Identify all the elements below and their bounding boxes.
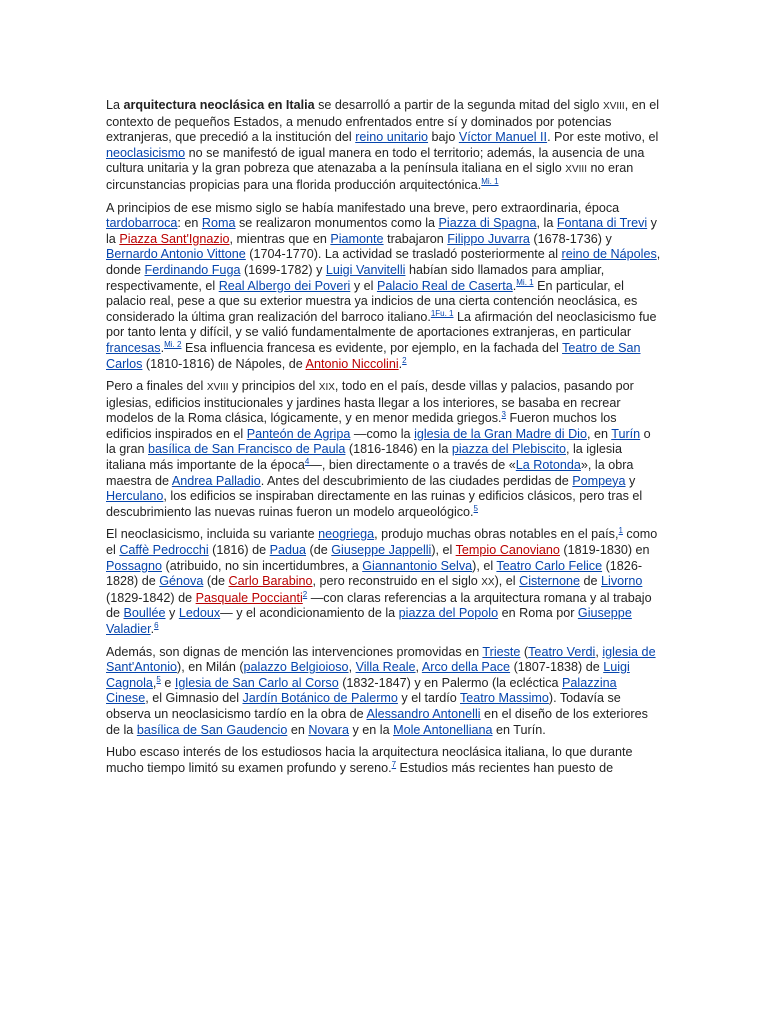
text-run: , todo en el país, desde villas y palacios, pasando por iglesias, edificios institucionales y jardines hasta llegar a los interiores, se basaba en recrear modelos de la Roma clásica, lógicamente, y en menor medida griegos.: [106, 379, 634, 426]
century-numeral: XVIII: [603, 101, 625, 112]
wiki-link[interactable]: iglesia de la Gran Madre di Dio: [414, 426, 587, 441]
wiki-link[interactable]: Novara: [308, 722, 349, 737]
wiki-link[interactable]: Cisternone: [519, 574, 581, 589]
text-run: (1819-1830) en: [559, 543, 650, 558]
wiki-link[interactable]: reino de Nápoles: [561, 247, 657, 262]
text-run: En particular, el palacio real, pese a que su exterior muestra ya indicios de una cierta contención neoclásica, es considerado la última gran realización del barroco italiano.: [106, 278, 638, 324]
reference-link[interactable]: 6: [154, 621, 159, 630]
text-run: no eran circunstancias propicias para una florida producción arquitectónica.: [106, 161, 634, 192]
text-run: , produjo muchas obras notables en el país,: [374, 527, 619, 542]
wiki-link[interactable]: Giuseppe Jappelli: [331, 543, 432, 558]
text-run: , pero reconstruido en el siglo: [312, 574, 482, 589]
wiki-link[interactable]: Jardín Botánico de Palermo: [242, 691, 398, 706]
wiki-link[interactable]: Teatro de San Carlos: [106, 340, 641, 371]
century-numeral: XVIII: [206, 382, 229, 394]
paragraph-6: [106, 745, 662, 776]
text-run: trabajaron: [383, 231, 448, 246]
wiki-link[interactable]: Filippo Juvarra: [447, 231, 530, 246]
wiki-link[interactable]: basílica de San Gaudencio: [136, 722, 288, 737]
text-run: (1704-1770). La actividad se trasladó posteriormente al: [245, 247, 562, 262]
wiki-link[interactable]: Caffè Pedrocchi: [119, 543, 209, 558]
wiki-link[interactable]: Palazzina Cinese: [106, 675, 617, 706]
paragraph-5: [106, 645, 662, 739]
reference-link[interactable]: 1: [618, 526, 623, 536]
text-run: e: [160, 675, 175, 690]
wiki-link[interactable]: piazza del Popolo: [398, 606, 499, 621]
text-run: ,: [595, 644, 603, 659]
text-run: .: [512, 278, 517, 293]
text-run: —, bien directamente o a través de «: [309, 458, 516, 473]
text-run: Además, son dignas de mención las intervenciones promovidas en: [106, 644, 483, 659]
text-run: Esa influencia francesa es evidente, por ejemplo, en la fachada del: [181, 340, 563, 355]
text-run: .: [160, 340, 165, 355]
wiki-link[interactable]: neoclasicismo: [106, 145, 186, 160]
paragraph-1: [106, 98, 662, 194]
wiki-link[interactable]: Bernardo Antonio Vittone: [106, 247, 246, 262]
wiki-link[interactable]: Villa Reale: [355, 660, 416, 675]
wiki-link[interactable]: Livorno: [601, 574, 643, 589]
text-run: , en el contexto de pequeños Estados, a menudo enfrentados entre sí y dominados por potencias extranjeras, que precedió a la institución del: [106, 98, 660, 145]
text-run: , en: [586, 426, 612, 441]
wiki-link[interactable]: La Rotonda: [515, 458, 581, 473]
text-run: . Antes del descubrimiento de las ciudades perdidas de: [260, 473, 573, 488]
wiki-link[interactable]: Teatro Massimo: [460, 691, 549, 706]
text-run: y: [625, 473, 636, 488]
text-run: », la obra maestra de: [106, 458, 634, 488]
wiki-link[interactable]: Iglesia de San Carlo al Corso: [174, 675, 339, 690]
reference-link[interactable]: 2: [302, 589, 308, 599]
red-wiki-link[interactable]: Pasquale Poccianti: [195, 590, 303, 605]
wiki-link[interactable]: Possagno: [106, 558, 163, 573]
text-run: Pero a finales del: [106, 379, 207, 394]
wiki-link[interactable]: Piazza di Spagna: [438, 216, 537, 231]
text-run: , la iglesia italiana más importante de la época: [106, 442, 622, 473]
wiki-link[interactable]: Teatro Verdi: [528, 644, 596, 659]
wiki-link[interactable]: Roma: [201, 216, 236, 231]
text-run: (1807-1838) de: [510, 660, 604, 675]
wiki-link[interactable]: neogriega: [318, 527, 375, 542]
wiki-link[interactable]: Turín: [611, 426, 641, 441]
text-run: A principios de ese mismo siglo se había manifestado una breve, pero extraordinaria, época: [106, 200, 620, 215]
wiki-link[interactable]: Luigi Cagnola: [106, 660, 630, 690]
text-run: y en la: [348, 722, 394, 737]
text-run: , los edificios se inspiraban directamente en las ruinas y edificios clásicos, pero tras el descubrimiento las nuevas ruinas fueron un modelo arqueológico.: [106, 489, 643, 519]
text-run: ), el: [472, 558, 497, 573]
text-run: (1829-1842) de: [106, 590, 196, 605]
wiki-link[interactable]: Piamonte: [330, 231, 384, 246]
wiki-link[interactable]: Real Albergo dei Poveri: [218, 278, 351, 293]
text-run: Estudios más recientes han puesto de: [396, 760, 614, 775]
wiki-link[interactable]: Ledoux: [178, 606, 221, 621]
red-wiki-link[interactable]: Antonio Niccolini: [305, 356, 399, 371]
wiki-link[interactable]: francesas: [106, 340, 161, 355]
wiki-link[interactable]: iglesia de Sant'Antonio: [106, 644, 656, 675]
text-run: (atribuido, no sin incertidumbres, a: [162, 558, 363, 573]
text-run: Hubo escaso interés de los estudiosos hacia la arquitectura neoclásica italiana, lo que durante mucho tiempo limitó su examen profundo y sereno.: [106, 745, 633, 775]
wiki-link[interactable]: Mole Antonelliana: [393, 722, 493, 737]
text-run: habían sido llamados para ampliar, respectivamente, el: [106, 262, 605, 293]
text-run: (de: [306, 543, 332, 558]
text-run: o la gran: [106, 426, 651, 457]
reference-link[interactable]: Mi. 1: [516, 277, 534, 287]
bold-term: arquitectura neoclásica en Italia: [123, 98, 315, 112]
reference-link[interactable]: Mi. 2: [164, 339, 182, 349]
text-run: (1832-1847) y en Palermo (la ecléctica: [338, 675, 563, 690]
citation-superscript: [516, 278, 533, 287]
text-run: .: [398, 356, 403, 371]
text-run: , donde: [106, 247, 661, 277]
wiki-link[interactable]: Palacio Real de Caserta: [376, 278, 513, 293]
reference-link[interactable]: Mi. 1: [481, 176, 499, 186]
text-run: ,: [152, 675, 157, 690]
text-run: (1810-1816) de Nápoles, de: [142, 356, 306, 371]
wiki-link[interactable]: Panteón de Agripa: [246, 426, 351, 441]
reference-link[interactable]: 4: [304, 457, 310, 467]
wiki-link[interactable]: Boullée: [123, 606, 166, 621]
text-run: , la: [536, 216, 557, 231]
wiki-link[interactable]: Giuseppe Valadier: [106, 606, 632, 636]
red-wiki-link[interactable]: Carlo Barabino: [228, 574, 313, 589]
red-wiki-link[interactable]: Tempio Canoviano: [455, 543, 560, 558]
text-run: La afirmación del neoclasicismo fue por tanto lenta y difícil, y se valió fundamentalmente de aportaciones extranjeras, en particular: [106, 309, 657, 340]
reference-link[interactable]: 5: [156, 674, 161, 684]
text-run: de: [580, 574, 602, 589]
text-run: La: [106, 98, 124, 112]
wiki-link[interactable]: Arco della Pace: [421, 660, 511, 675]
reference-link[interactable]: 3: [501, 410, 506, 420]
text-run: .: [150, 622, 155, 636]
citation-superscript: [474, 504, 478, 513]
wiki-link[interactable]: piazza del Plebiscito: [451, 442, 566, 457]
text-run: y la: [106, 216, 657, 246]
wiki-link[interactable]: Andrea Palladio: [171, 473, 261, 488]
text-run: —con claras referencias a la arquitectura romana y al trabajo de: [106, 590, 652, 621]
citation-superscript: [402, 356, 406, 365]
wiki-link[interactable]: Alessandro Antonelli: [366, 706, 481, 721]
wiki-link[interactable]: Fontana di Trevi: [556, 216, 648, 231]
wiki-link[interactable]: palazzo Belgioioso: [243, 660, 349, 675]
citation-superscript: [431, 309, 454, 318]
text-run: (1826-1828) de: [106, 558, 643, 589]
reference-link[interactable]: 5: [473, 503, 478, 513]
text-run: como el: [106, 527, 658, 558]
text-run: se realizaron monumentos como la: [235, 216, 439, 231]
article-body: [106, 98, 662, 783]
wiki-link[interactable]: Génova: [159, 574, 204, 589]
text-run: no se manifestó de igual manera en todo el territorio; además, la ausencia de una cultura unitaria y la gran pobreza que atenazaba a la península italiana en el siglo: [106, 145, 645, 176]
text-run: ,: [415, 660, 422, 675]
wiki-link[interactable]: Víctor Manuel II: [458, 130, 548, 145]
wiki-link[interactable]: reino unitario: [355, 130, 429, 145]
text-run: en Turín.: [492, 722, 546, 737]
citation-superscript: [164, 340, 181, 349]
wiki-link[interactable]: tardobarroca: [106, 216, 178, 231]
wiki-link[interactable]: Herculano: [106, 489, 164, 504]
text-run: (de: [203, 574, 229, 589]
reference-link[interactable]: 2: [402, 355, 407, 365]
text-run: ), el: [494, 574, 520, 589]
wiki-link[interactable]: Luigi Vanvitelli: [325, 262, 406, 277]
text-run: ), el: [431, 543, 456, 558]
wiki-link[interactable]: basílica de San Francisco de Paula: [148, 442, 346, 457]
century-numeral: XX: [481, 577, 495, 589]
citation-superscript: [154, 621, 158, 630]
century-numeral: XIX: [318, 382, 335, 394]
text-run: : en: [177, 216, 202, 231]
reference-link[interactable]: 7: [391, 759, 397, 769]
text-run: ). Todavía se observa un neoclasicismo tardío en la obra de: [106, 691, 621, 721]
text-run: ,: [348, 660, 356, 675]
wiki-link[interactable]: Giannantonio Selva: [362, 558, 473, 573]
text-run: (: [520, 644, 529, 659]
text-run: . Por este motivo, el: [547, 130, 659, 145]
text-run: y el tardío: [397, 691, 460, 706]
text-run: (1816) de: [208, 543, 270, 558]
text-run: se desarrolló a partir de la segunda mitad del siglo: [314, 98, 604, 112]
text-run: y principios del: [228, 379, 319, 394]
text-run: —como la: [350, 426, 415, 441]
text-run: (1816-1846) en la: [345, 442, 452, 457]
citation-superscript: [481, 177, 498, 186]
century-numeral: XVIII: [565, 164, 587, 176]
text-run: en el diseño de los exteriores de la: [106, 706, 648, 737]
text-run: , mientras que en: [229, 231, 331, 246]
text-run: Fueron muchos los edificios inspirados en el: [106, 411, 617, 441]
wiki-link[interactable]: Trieste: [482, 644, 521, 659]
paragraph-3: [106, 379, 662, 520]
red-wiki-link[interactable]: Piazza Sant'Ignazio: [119, 231, 230, 246]
text-run: El neoclasicismo, incluida su variante: [106, 527, 319, 542]
text-run: ), en Milán (: [177, 660, 244, 675]
reference-link[interactable]: 1Fu. 1: [430, 308, 454, 318]
wiki-link[interactable]: Ferdinando Fuga: [144, 262, 241, 277]
text-run: (1699-1782) y: [240, 262, 326, 277]
wiki-link[interactable]: Teatro Carlo Felice: [496, 558, 603, 573]
wiki-link[interactable]: Padua: [269, 543, 307, 558]
text-run: bajo: [428, 130, 459, 145]
text-run: — y el acondicionamiento de la: [220, 606, 399, 621]
text-run: en Roma por: [498, 606, 578, 621]
wiki-link[interactable]: Pompeya: [572, 473, 626, 488]
text-run: , el Gimnasio del: [145, 691, 243, 706]
text-run: en: [287, 722, 309, 737]
text-run: (1678-1736) y: [529, 231, 612, 246]
text-run: y: [165, 606, 179, 621]
text-run: y el: [350, 278, 377, 293]
paragraph-2: [106, 201, 662, 373]
paragraph-4: [106, 527, 662, 637]
